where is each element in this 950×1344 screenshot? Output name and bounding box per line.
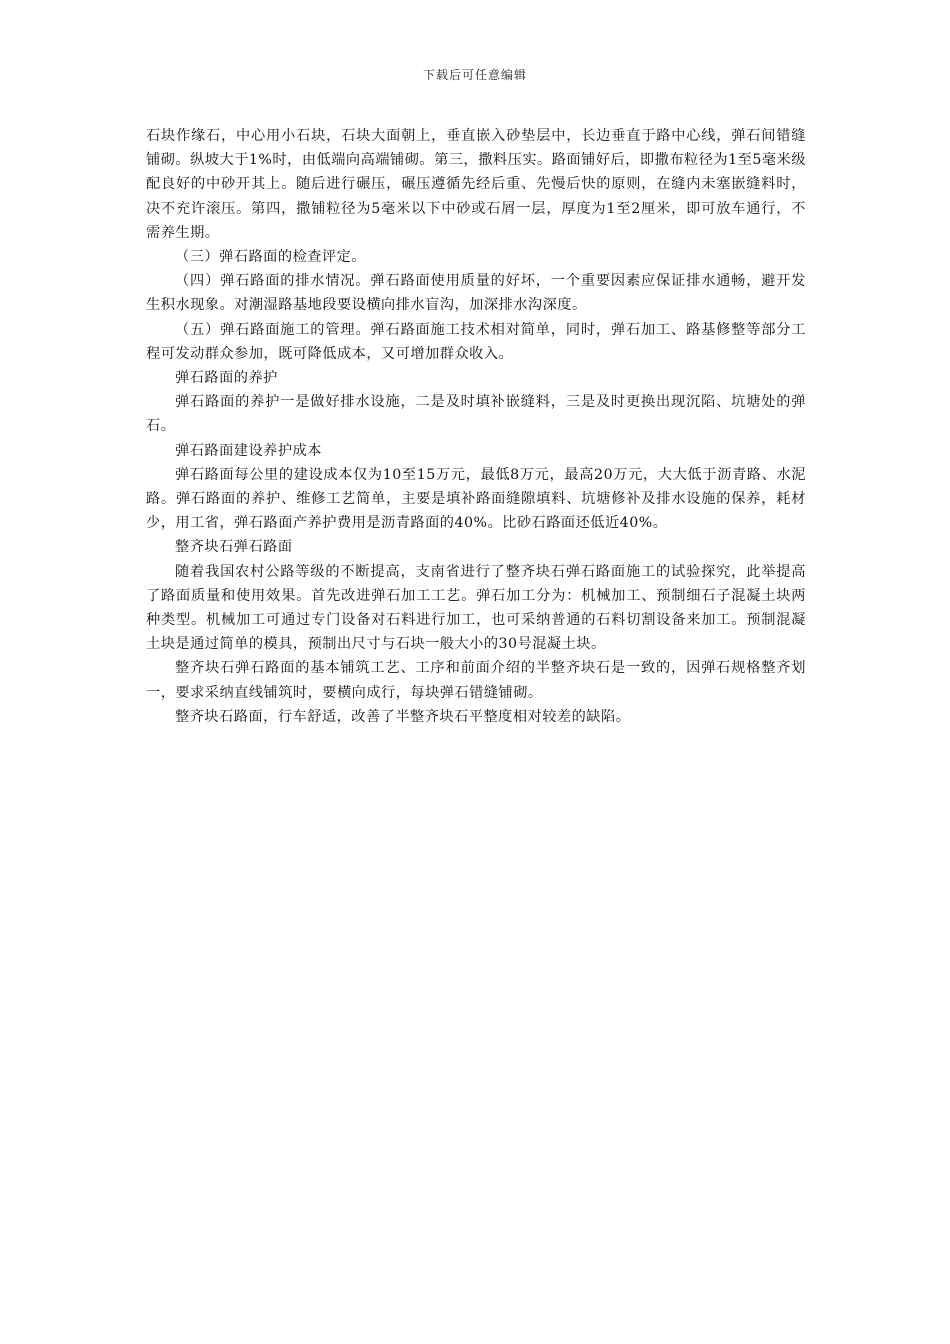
paragraph-uniform-block-process: 整齐块石弹石路面的基本铺筑工艺、工序和前面介绍的半整齐块石是一致的，因弹石规格整齐划一，要求采纳直线铺筑时，要横向成行，每块弹石错缝铺砌。 [146,660,806,701]
paragraph-inspection: （三）弹石路面的检查评定。 [175,249,366,266]
section-heading-cost: 弹石路面建设养护成本 [175,442,322,459]
document-body [146,124,806,729]
paragraph-uniform-block-benefit: 整齐块石路面，行车舒适，改善了半整齐块石平整度相对较差的缺陷。 [175,708,631,725]
paragraph-uniform-block-intro: 随着我国农村公路等级的不断提高，支南省进行了整齐块石弹石路面施工的试验探究，此举提高了路面质量和使用效果。首先改进弹石加工工艺。弹石加工分为：机械加工、预制细石子混凝土块两种类型。机械加工可通过专门设备对石料进行加工，也可采纳普通的石料切割设备来加工。预制混凝土块是通过简单的模具，预制出尺寸与石块一般大小的30号混凝土块。 [146,563,806,653]
paragraph-cost: 弹石路面每公里的建设成本仅为10至15万元，最低8万元，最高20万元，大大低于沥青路、水泥路。弹石路面的养护、维修工艺简单，主要是填补路面缝隙填料、坑塘修补及排水设施的保养，耗材少，用工省，弹石路面产养护费用是沥青路面的40%。比砂石路面还低近40%。 [146,466,806,532]
paragraph-management: （五）弹石路面施工的管理。弹石路面施工技术相对简单，同时，弹石加工、路基修整等部分工程可发动群众参加，既可降低成本，又可增加群众收入。 [146,321,806,362]
section-heading-maintenance: 弹石路面的养护 [175,370,278,387]
paragraph-maintenance: 弹石路面的养护一是做好排水设施，二是及时填补嵌缝料，三是及时更换出现沉陷、坑塘处的弹石。 [146,394,806,435]
page-header: 下载后可任意编辑 [422,68,527,82]
section-heading-uniform-block: 整齐块石弹石路面 [175,539,293,556]
paragraph-drainage: （四）弹石路面的排水情况。弹石路面使用质量的好坏，一个重要因素应保证排水通畅，避开发生积水现象。对潮湿路基地段要设横向排水盲沟，加深排水沟深度。 [146,273,806,314]
paragraph-continuation: 石块作缘石，中心用小石块，石块大面朝上，垂直嵌入砂垫层中，长边垂直于路中心线，弹石间错缝铺砌。纵坡大于1%时，由低端向高端铺砌。第三，撒料压实。路面铺好后，即撒布粒径为1至5毫米级配良好的中砂开其上。随后进行碾压，碾压遵循先经后重、先慢后快的原则，在缝内未塞嵌缝料时，决不充许滚压。第四，撒铺粒径为5毫米以下中砂或石屑一层，厚度为1至2厘米，即可放车通行，不需养生期。 [146,128,806,241]
